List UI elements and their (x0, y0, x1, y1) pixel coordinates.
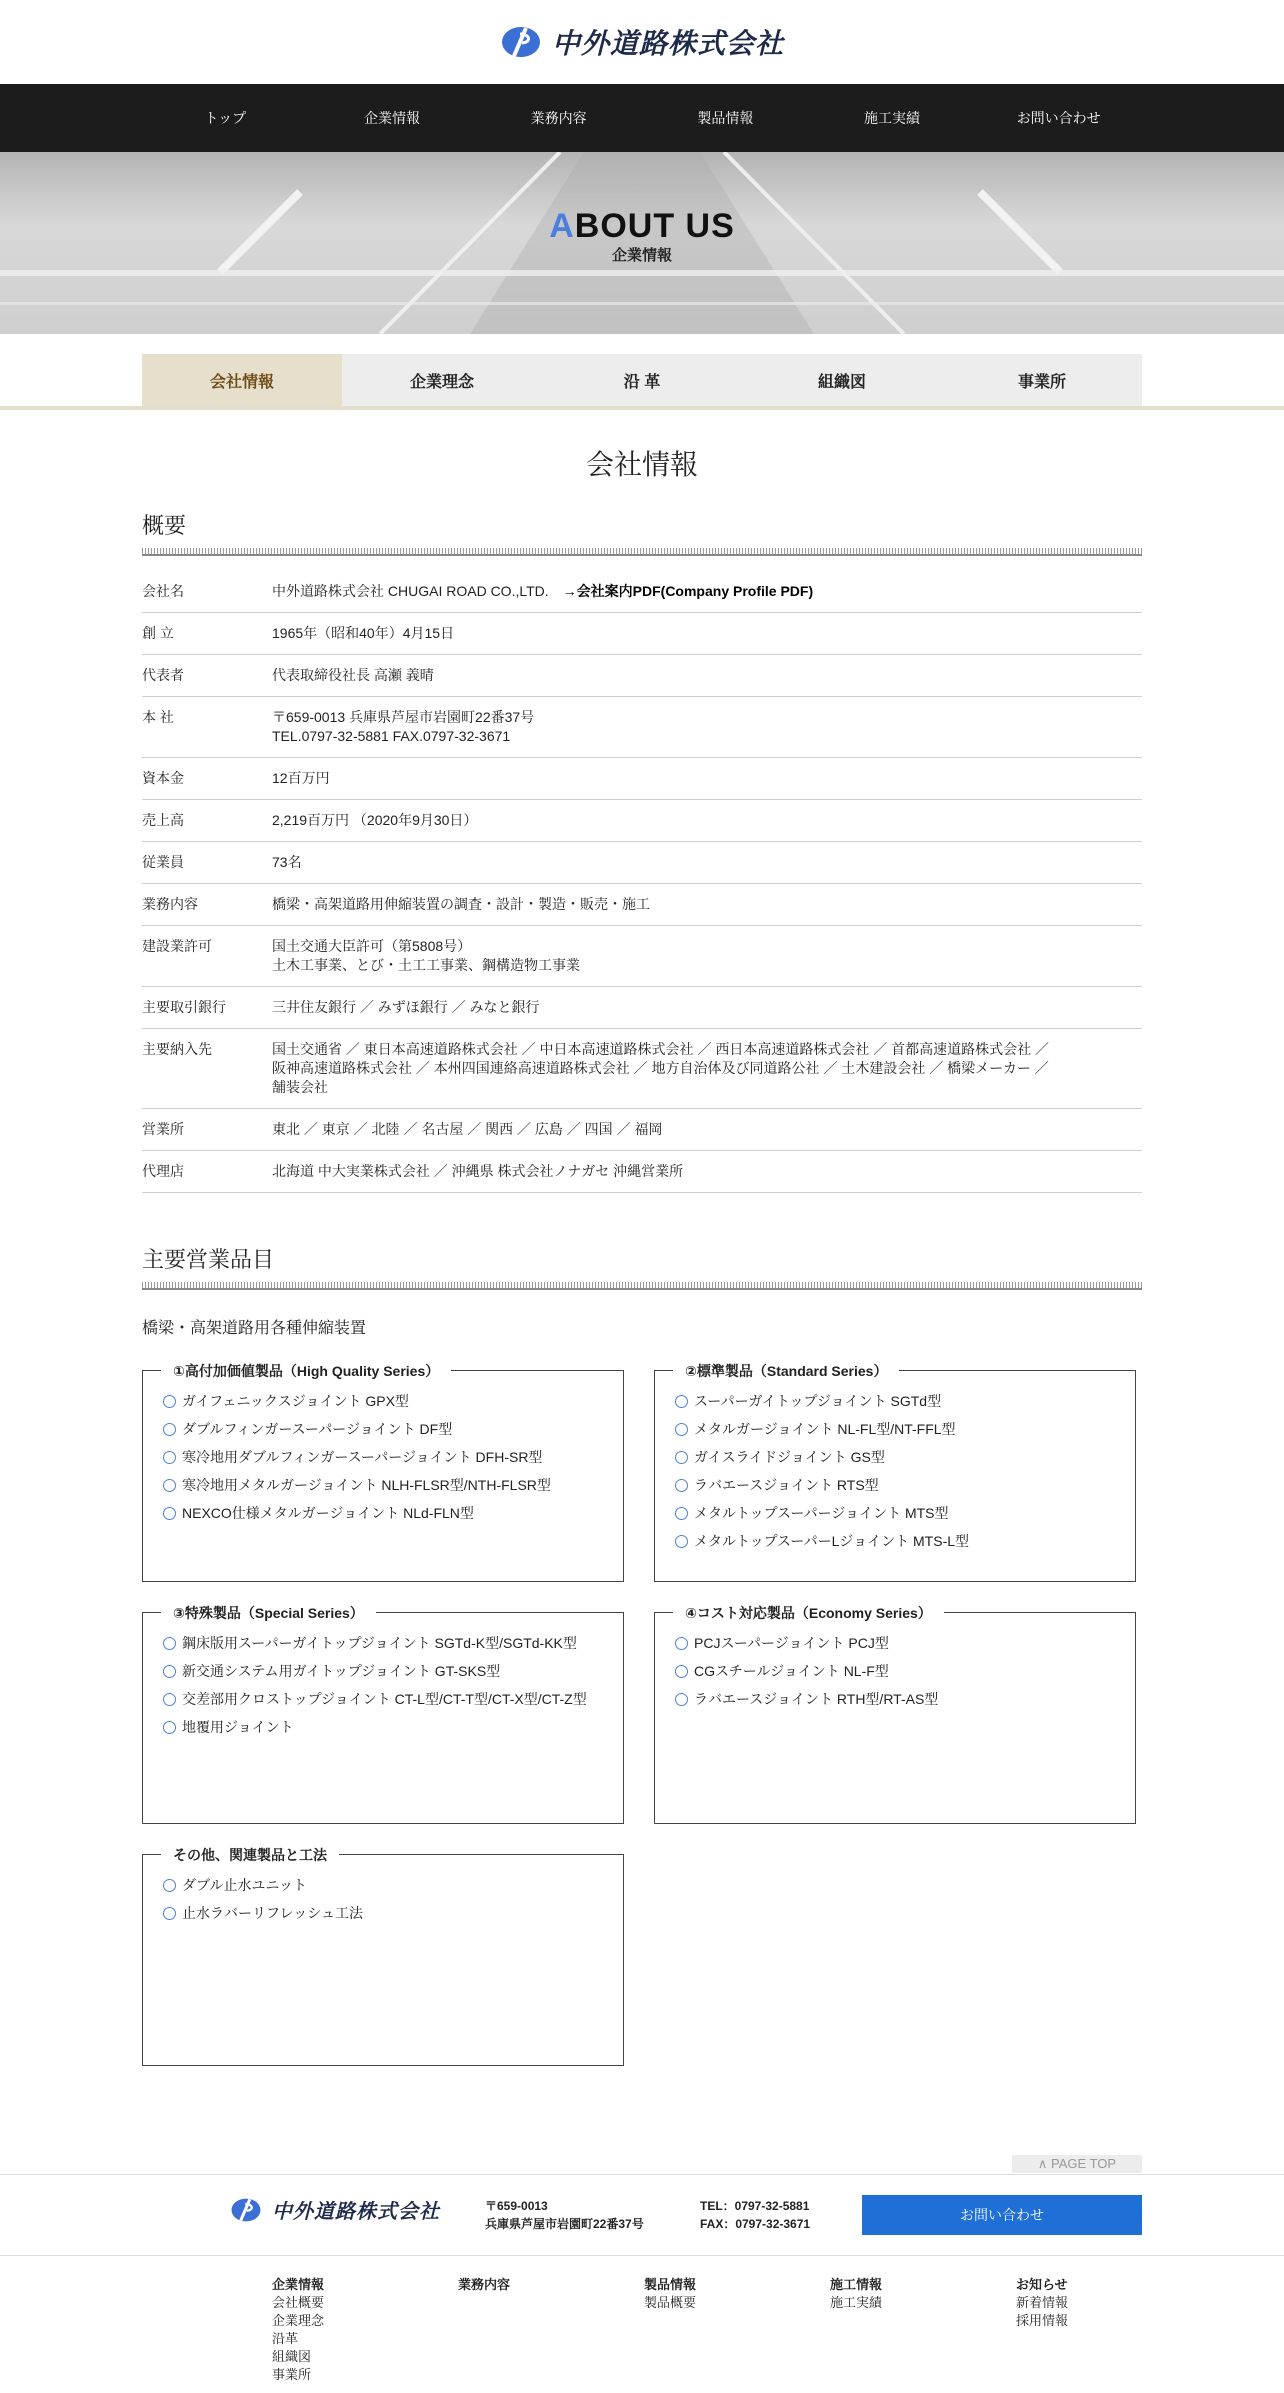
product-item[interactable] (163, 1871, 603, 1899)
product-name: ラバエースジョイント RTS型 (694, 1477, 879, 1493)
circle-bullet-icon (163, 1721, 176, 1734)
sitemap-link[interactable]: 施工実績 (830, 2295, 883, 2310)
table-row (142, 884, 1142, 926)
product-item[interactable] (163, 1499, 603, 1527)
hero-title (0, 207, 1284, 246)
row-value: 73名 (272, 854, 302, 870)
row-key: 資本金 (142, 770, 184, 786)
company-name: 中外道路株式会社 CHUGAI ROAD CO.,LTD. (272, 583, 549, 599)
product-name: ダブルフィンガースーパージョイント DF型 (182, 1421, 453, 1437)
row-value: 東北 ／ 東京 ／ 北陸 ／ 名古屋 ／ 関西 ／ 広島 ／ 四国 ／ 福岡 (272, 1121, 663, 1137)
table-row (142, 571, 1142, 613)
row-value: 12百万円 (272, 770, 330, 786)
nav-top[interactable]: トップ (204, 110, 247, 126)
box-label: ③特殊製品（Special Series） (161, 1603, 376, 1623)
product-name: メタルトップスーパージョイント MTS型 (694, 1505, 949, 1521)
sitemap-link[interactable]: 企業理念 (272, 2313, 325, 2328)
hero-banner (0, 152, 1284, 334)
nav-products[interactable]: 製品情報 (697, 110, 754, 126)
row-key: 会社名 (142, 583, 184, 599)
table-row (142, 655, 1142, 697)
product-name: ガイフェニックスジョイント GPX型 (182, 1393, 409, 1409)
row-key: 従業員 (142, 854, 184, 870)
row-key: 建設業許可 (142, 938, 212, 954)
product-item[interactable] (675, 1657, 1115, 1685)
box-label: その他、関連製品と工法 (161, 1845, 339, 1865)
nav-works[interactable]: 施工実績 (864, 110, 921, 126)
footer-contact-button[interactable]: お問い合わせ (862, 2195, 1142, 2235)
sitemap-link[interactable]: 新着情報 (1016, 2295, 1069, 2310)
section-divider (142, 1282, 1142, 1290)
circle-bullet-icon (163, 1451, 176, 1464)
row-key: 主要納入先 (142, 1041, 212, 1057)
sitemap-heading[interactable]: 業務内容 (458, 2277, 511, 2292)
product-name: 新交通システム用ガイトップジョイント GT-SKS型 (182, 1663, 501, 1679)
main-nav (0, 84, 1284, 152)
table-row (142, 758, 1142, 800)
tab-company-info[interactable]: 会社情報 (142, 354, 342, 406)
nav-business[interactable]: 業務内容 (530, 110, 587, 126)
table-row (142, 613, 1142, 655)
circle-bullet-icon (163, 1507, 176, 1520)
footer-address-line: 兵庫県芦屋市岩園町22番37号 (485, 2217, 644, 2231)
circle-bullet-icon (163, 1693, 176, 1706)
hero-subtitle: 企業情報 (611, 247, 672, 264)
company-logo[interactable] (500, 22, 784, 62)
sitemap-link[interactable]: 採用情報 (1016, 2313, 1069, 2328)
product-box-special (142, 1605, 624, 1824)
sitemap-column (1016, 2276, 1202, 2384)
table-row (142, 800, 1142, 842)
row-key: 売上高 (142, 812, 184, 828)
sitemap-link[interactable]: 会社概要 (272, 2295, 325, 2310)
product-item[interactable] (163, 1657, 603, 1685)
circle-bullet-icon (163, 1665, 176, 1678)
footer-zip: 〒659-0013 (485, 2199, 548, 2213)
hero-title-rest: BOUT US (574, 207, 735, 245)
product-item[interactable] (675, 1629, 1115, 1657)
footer-logo[interactable] (230, 2195, 440, 2224)
tab-history[interactable]: 沿 革 (542, 354, 742, 406)
box-label: ④コスト対応製品（Economy Series） (673, 1603, 944, 1623)
row-value: 三井住友銀行 ／ みずほ銀行 ／ みなと銀行 (272, 999, 540, 1015)
sitemap-column (644, 2276, 830, 2384)
product-item[interactable] (163, 1713, 603, 1741)
nav-company[interactable]: 企業情報 (364, 110, 420, 126)
tab-organization[interactable]: 組織図 (742, 354, 942, 406)
table-row (142, 926, 1142, 987)
product-name: メタルトップスーパーLジョイント MTS-L型 (694, 1533, 970, 1549)
box-label: ①高付加価値製品（High Quality Series） (161, 1361, 451, 1381)
product-name: ダブル止水ユニット (182, 1877, 307, 1893)
product-name: CGスチールジョイント NL-F型 (694, 1663, 889, 1679)
product-item[interactable] (163, 1443, 603, 1471)
sitemap-link[interactable]: 組織図 (272, 2349, 312, 2364)
product-item[interactable] (675, 1499, 1115, 1527)
sitemap-heading[interactable]: 企業情報 (272, 2277, 325, 2292)
product-item[interactable] (163, 1899, 603, 1927)
circle-bullet-icon (163, 1423, 176, 1436)
product-name: メタルガージョイント NL-FL型/NT-FFL型 (694, 1421, 956, 1437)
sub-tabs (142, 354, 1142, 406)
row-key: 営業所 (142, 1121, 184, 1137)
site-header (0, 0, 1284, 84)
circle-bullet-icon (675, 1535, 688, 1548)
circle-bullet-icon (163, 1879, 176, 1892)
overview-table (142, 571, 1142, 1193)
sitemap-column (458, 2276, 644, 2384)
product-item[interactable] (163, 1629, 603, 1657)
product-item[interactable] (163, 1471, 603, 1499)
table-row (142, 1151, 1142, 1193)
page-title: 会社情報 (585, 449, 698, 480)
product-name: ラバエースジョイント RTH型/RT-AS型 (694, 1691, 939, 1707)
row-key: 業務内容 (142, 896, 198, 912)
row-value: 橋梁・高架道路用伸縮装置の調査・設計・製造・販売・施工 (272, 896, 650, 912)
product-item[interactable] (675, 1685, 1115, 1713)
row-key: 創 立 (142, 625, 174, 641)
logo-text: 中外道路株式会社 (551, 28, 784, 59)
product-name: 交差部用クロストップジョイント CT-L型/CT-T型/CT-X型/CT-Z型 (182, 1691, 587, 1707)
product-item[interactable] (675, 1415, 1115, 1443)
row-value: 1965年（昭和40年）4月15日 (272, 625, 455, 641)
product-name: 寒冷地用メタルガージョイント NLH-FLSR型/NTH-FLSR型 (182, 1477, 551, 1493)
circle-bullet-icon (675, 1637, 688, 1650)
product-name: PCJスーパージョイント PCJ型 (694, 1635, 889, 1651)
sitemap-heading[interactable]: 施工情報 (830, 2277, 883, 2292)
product-box-other (142, 1847, 624, 2066)
company-profile-pdf-link[interactable]: →会社案内PDF(Company Profile PDF) (562, 583, 814, 599)
tab-underline (0, 406, 1284, 410)
product-name: 寒冷地用ダブルフィンガースーパージョイント DFH-SR型 (182, 1449, 543, 1465)
footer-phone (700, 2197, 810, 2233)
footer-tel: TEL：0797-32-5881 (700, 2199, 810, 2213)
circle-bullet-icon (675, 1479, 688, 1492)
sitemap-heading[interactable]: 製品情報 (644, 2277, 697, 2292)
circle-bullet-icon (163, 1907, 176, 1920)
product-item[interactable] (675, 1443, 1115, 1471)
footer-address (485, 2197, 644, 2233)
sitemap-column (830, 2276, 1016, 2384)
product-item[interactable] (675, 1471, 1115, 1499)
sitemap-link[interactable]: 沿革 (272, 2331, 299, 2346)
table-row (142, 842, 1142, 884)
circle-bullet-icon (163, 1395, 176, 1408)
sitemap-heading[interactable]: お知らせ (1016, 2277, 1068, 2292)
circle-bullet-icon (675, 1451, 688, 1464)
row-value: 代表取締役社長 高瀬 義晴 (272, 667, 434, 683)
main-content (142, 443, 1142, 2066)
row-key: 主要取引銀行 (142, 999, 226, 1015)
circle-bullet-icon (163, 1479, 176, 1492)
products-title: 主要営業品目 (142, 1247, 275, 1272)
table-row (142, 987, 1142, 1029)
table-row (142, 697, 1142, 758)
table-row (142, 1029, 1142, 1109)
page-top-button[interactable]: ∧ PAGE TOP (1012, 2155, 1142, 2173)
product-name: スーパーガイトップジョイント SGTd型 (694, 1393, 942, 1409)
row-key: 本 社 (142, 709, 174, 725)
product-name: ガイスライドジョイント GS型 (694, 1449, 885, 1465)
circle-bullet-icon (675, 1665, 688, 1678)
product-name: 鋼床版用スーパーガイトップジョイント SGTd-K型/SGTd-KK型 (182, 1635, 577, 1651)
box-label: ②標準製品（Standard Series） (673, 1361, 899, 1381)
sitemap-link[interactable]: 事業所 (272, 2367, 312, 2382)
product-item[interactable] (163, 1387, 603, 1415)
logo-mark-icon (230, 2197, 262, 2223)
row-value: 2,219百万円 （2020年9月30日） (272, 812, 478, 828)
row-value: 国土交通大臣許可（第5808号） 土木工事業、とび・土工工事業、鋼構造物工事業 (272, 938, 580, 973)
logo-mark-icon (500, 25, 542, 59)
sitemap-column (272, 2276, 458, 2384)
sitemap-link[interactable]: 製品概要 (644, 2295, 697, 2310)
circle-bullet-icon (675, 1693, 688, 1706)
product-item[interactable] (163, 1685, 603, 1713)
row-value (272, 582, 1142, 601)
product-item[interactable] (675, 1527, 1115, 1555)
circle-bullet-icon (675, 1507, 688, 1520)
products-subtitle: 橋梁・高架道路用各種伸縮装置 (142, 1320, 367, 1337)
hero-title-accent: A (549, 207, 575, 245)
footer-fax: FAX：0797-32-3671 (700, 2217, 811, 2231)
tab-offices[interactable]: 事業所 (942, 354, 1142, 406)
product-item[interactable] (675, 1387, 1115, 1415)
footer-sitemap (272, 2276, 1202, 2384)
product-name: 止水ラバーリフレッシュ工法 (182, 1905, 364, 1921)
row-key: 代表者 (142, 667, 184, 683)
section-divider (142, 548, 1142, 556)
table-row (142, 1109, 1142, 1151)
product-box-economy (654, 1605, 1136, 1824)
tab-philosophy[interactable]: 企業理念 (342, 354, 542, 406)
nav-contact[interactable]: お問い合わせ (1016, 110, 1101, 126)
product-box-high-quality (142, 1363, 624, 1582)
circle-bullet-icon (675, 1395, 688, 1408)
row-value: 〒659-0013 兵庫県芦屋市岩園町22番37号 TEL.0797-32-5881 FAX.0797-32-3671 (272, 709, 535, 744)
product-grid (142, 1363, 1142, 2066)
row-value: 北海道 中大実業株式会社 ／ 沖縄県 株式会社ノナガセ 沖縄営業所 (272, 1163, 684, 1179)
overview-title: 概要 (142, 513, 187, 538)
product-box-standard (654, 1363, 1136, 1582)
product-item[interactable] (163, 1415, 603, 1443)
circle-bullet-icon (163, 1637, 176, 1650)
footer-contact-bar (0, 2174, 1284, 2256)
row-value: 国土交通省 ／ 東日本高速道路株式会社 ／ 中日本高速道路株式会社 ／ 西日本高速道路株式会社 ／ 首都高速道路株式会社 ／ 阪神高速道路株式会社 ／ 本州四国連絡高速道路株式会社 ／ 地方自治体及び同道路公社 ／ 土木建設会社 ／ 橋梁メーカー ／ 舗装会社 (272, 1041, 1050, 1095)
row-key: 代理店 (142, 1163, 184, 1179)
footer-logo-text: 中外道路株式会社 (272, 2201, 440, 2223)
product-name: NEXCO仕様メタルガージョイント NLd-FLN型 (182, 1505, 474, 1521)
circle-bullet-icon (675, 1423, 688, 1436)
product-name: 地覆用ジョイント (182, 1719, 294, 1735)
